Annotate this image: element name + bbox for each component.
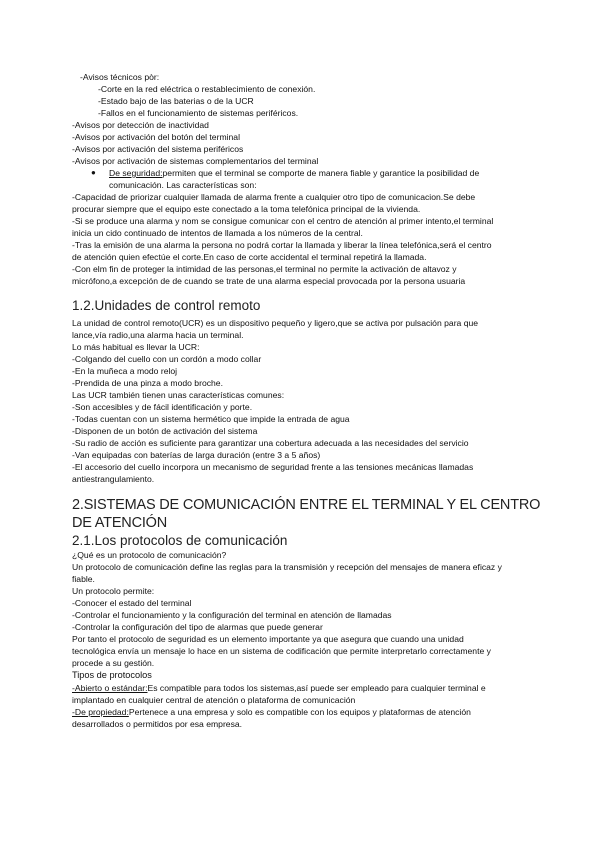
text-line: de atención quien efectúe el corte.En caso de corte accidental el terminal repetirá la llamada.: [72, 252, 427, 262]
text-line: -Tras la emisión de una alarma la persona no podrá cortar la llamada y liberar la línea telefónica,será el centro: [72, 240, 492, 250]
bullet-text-continued: comunicación. Las características son:: [109, 180, 257, 190]
text-line: -Avisos por detección de inactividad: [72, 120, 209, 130]
protocol-type-open-term: -Abierto o estándar:: [72, 683, 148, 693]
types-heading: Tipos de protocolos: [72, 670, 152, 680]
text-line: Por tanto el protocolo de seguridad es un elemento importante ya que asegura que cuando una unidad: [72, 634, 464, 644]
text-line: inicia un cido continuado de intentos de llamada a los números de la central.: [72, 228, 363, 238]
text-line: -Avisos por activación del botón del terminal: [72, 132, 240, 142]
text-line: -Prendida de una pinza a modo broche.: [72, 378, 223, 388]
protocol-type-open-text: Es compatible para todos los sistemas,así puede ser empleado para cualquier terminal e: [147, 683, 486, 693]
text-line: -Estado bajo de las baterias o de la UCR: [98, 96, 254, 106]
protocol-type-open: [72, 683, 486, 694]
text-line: ¿Qué es un protocolo de comunicación?: [72, 550, 227, 560]
text-line: -Fallos en el funcionamiento de sistemas periféricos.: [98, 108, 299, 118]
text-line: -Colgando del cuello con un cordón a modo collar: [72, 354, 262, 364]
text-line: -Con elm fin de proteger la intimidad de las personas,el terminal no permite la activación de altavoz y: [72, 264, 457, 274]
text-line: -Conocer el estado del terminal: [72, 598, 192, 608]
protocol-type-proprietary-term: -De propiedad:: [72, 707, 129, 717]
text-line: micrófono,a excepción de de cuando se trate de una alarma especial provocada por la persona usuaria: [72, 276, 466, 286]
text-line: -Corte en la red eléctrica o restablecimiento de conexión.: [98, 84, 316, 94]
text-line: -Todas cuentan con un sistema hermético que impide la entrada de agua: [72, 414, 350, 424]
text-line: tecnológica envía un mensaje lo hace en un sistema de codificación que permite interpretarlo correctamente y: [72, 646, 491, 656]
bullet-icon: ●: [91, 168, 96, 177]
text-line: -En la muñeca a modo reloj: [72, 366, 178, 376]
section-heading-2-1: 2.1.Los protocolos de comunicación: [72, 533, 288, 548]
text-line: antiestrangulamiento.: [72, 474, 155, 484]
text-line: procede a su gestión.: [72, 658, 155, 668]
protocol-type-proprietary: [72, 707, 471, 718]
text-line: Un protocolo permite:: [72, 586, 155, 596]
bullet-text: permiten que el terminal se comporte de manera fiable y garantice la posibilidad de: [162, 168, 480, 178]
text-line: -Van equipadas con baterías de larga duración (entre 3 a 5 años): [72, 450, 321, 460]
text-line: lance,vía radio,una alarma hacia un terminal.: [72, 330, 244, 340]
text-line: -Avisos por activación de sistemas complementarios del terminal: [72, 156, 319, 166]
text-line: Lo más habitual es llevar la UCR:: [72, 342, 200, 352]
text-line: fiable.: [72, 574, 95, 584]
text-line: -Avisos técnicos pòr:: [80, 72, 160, 82]
text-line: Un protocolo de comunicación define las reglas para la transmisión y recepción del mensajes de manera eficaz y: [72, 562, 502, 572]
text-line: La unidad de control remoto(UCR) es un dispositivo pequeño y ligero,que se activa por pulsación para que: [72, 318, 479, 328]
text-line: -Capacidad de priorizar cualquier llamada de alarma frente a cualquier otro tipo de comunicacion.Se debe: [72, 192, 476, 202]
section-heading-2-continued: DE ATENCIÓN: [72, 515, 168, 531]
text-line: -Avisos por activación del sistema periféricos: [72, 144, 244, 154]
text-line: procurar siempre que el equipo este conectado a la toma telefónica principal de la vivienda.: [72, 204, 421, 214]
bullet-item: [109, 168, 479, 179]
section-heading-2: 2.SISTEMAS DE COMUNICACIÓN ENTRE EL TERMINAL Y EL CENTRO: [72, 497, 541, 513]
text-line: -Controlar el funcionamiento y la configuración del terminal en atención de llamadas: [72, 610, 392, 620]
text-line: -Su radio de acción es suficiente para garantizar una cobertura adecuada a las necesidades del servicio: [72, 438, 469, 448]
protocol-type-proprietary-text: Pertenece a una empresa y solo es compatible con los equipos y plataformas de atención: [128, 707, 471, 717]
text-line: -El accesorio del cuello incorpora un mecanismo de seguridad frente a las tensiones mecánicas llamadas: [72, 462, 474, 472]
text-line: Las UCR también tienen unas características comunes:: [72, 390, 285, 400]
text-line: -Si se produce una alarma y nom se consigue comunicar con el centro de atención al primer intento,el terminal: [72, 216, 494, 226]
text-line: desarrollados o permitidos por esa empresa.: [72, 719, 243, 729]
bullet-term: De seguridad:: [109, 168, 163, 178]
text-line: implantado en cualquier central de atención o plataforma de comunicación: [72, 695, 356, 705]
text-line: -Controlar la configuración del tipo de alarmas que puede generar: [72, 622, 323, 632]
text-line: -Son accesibles y de fácil identificación y porte.: [72, 402, 253, 412]
section-heading-1-2: 1.2.Unidades de control remoto: [72, 298, 261, 313]
text-line: -Disponen de un botón de activación del sistema: [72, 426, 258, 436]
